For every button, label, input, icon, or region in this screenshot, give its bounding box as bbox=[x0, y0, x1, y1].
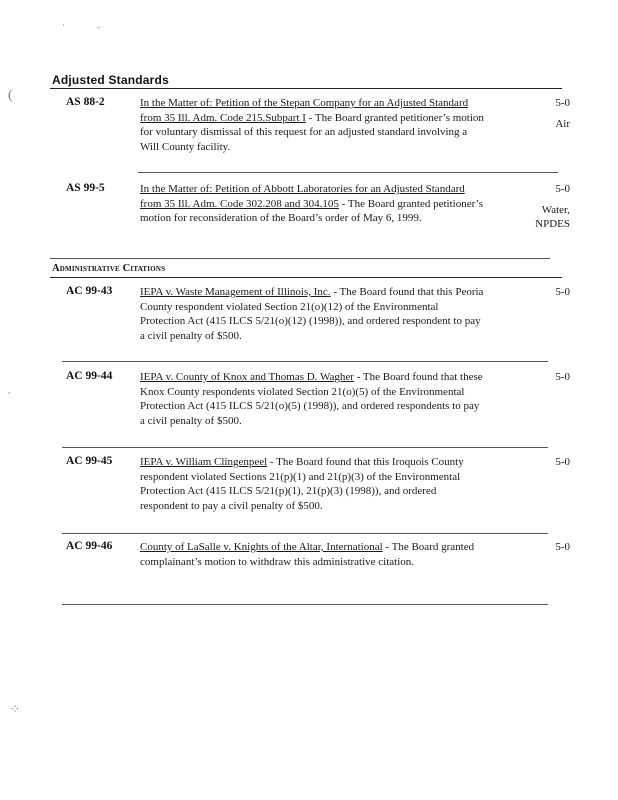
vote-column bbox=[490, 370, 570, 385]
section-rule bbox=[50, 88, 562, 89]
vote-column bbox=[490, 182, 570, 232]
case-description bbox=[140, 540, 485, 569]
entry-divider bbox=[138, 172, 558, 173]
case-description bbox=[140, 285, 485, 343]
vote-count: 5-0 bbox=[555, 541, 570, 553]
case-number: AC 99-46 bbox=[66, 540, 113, 552]
case-number: AC 99-44 bbox=[66, 370, 113, 382]
case-title: IEPA v. County of Knox and Thomas D. Wagher bbox=[140, 371, 354, 383]
scan-mark: , bbox=[8, 385, 11, 395]
case-title: In the Matter of: Petition of the Stepan Company for an Adjusted Standard from 35 Ill. Adm. Code 215.Subpart I bbox=[140, 97, 469, 124]
vote-column bbox=[490, 540, 570, 555]
case-number: AS 88-2 bbox=[66, 96, 105, 108]
vote-column bbox=[490, 96, 570, 131]
case-description bbox=[140, 370, 485, 428]
case-title: County of LaSalle v. Knights of the Altar, International bbox=[140, 541, 383, 553]
entry-divider bbox=[62, 533, 548, 534]
case-title: IEPA v. William Clingenpeel bbox=[140, 456, 268, 468]
case-title: In the Matter of: Petition of Abbott Laboratories for an Adjusted Standard from 35 Ill. Adm. Code 302.208 and 304.105 bbox=[140, 183, 465, 210]
case-description bbox=[140, 96, 485, 154]
section-rule bbox=[50, 277, 562, 278]
case-summary: - The Board found that this Peoria County respondent violated Section 21(o)(12) of the Environmental Protection Act (415 ILCS 5/21(o)(12) (1998)), and ordered respondent to pay a civil penalty of $500. bbox=[140, 286, 484, 342]
vote-column bbox=[490, 455, 570, 470]
scan-mark: - bbox=[97, 22, 100, 32]
case-number: AS 99-5 bbox=[66, 182, 105, 194]
case-number: AC 99-43 bbox=[66, 285, 113, 297]
vote-count: 5-0 bbox=[555, 456, 570, 468]
section-top-rule bbox=[50, 258, 550, 259]
case-description bbox=[140, 455, 485, 513]
vote-count: 5-0 bbox=[555, 371, 570, 383]
case-summary: - The Board granted petitioner’s motion for voluntary dismissal of this request for an adjusted standard involving a Will County facility. bbox=[140, 111, 484, 153]
vote-count: 5-0 bbox=[555, 183, 570, 195]
entry-divider bbox=[62, 604, 548, 605]
case-summary: - The Board granted petitioner’s motion for reconsideration of the Board’s order of May 6, 1999. bbox=[140, 197, 483, 224]
case-summary: - The Board found that this Iroquois County respondent violated Sections 21(p)(1) and 21(p)(3) of the Environmental Protection Act (415 ILCS 5/21(p)(1), 21(p)(3) (1998)), and ordered respondent to pay a civil penalty of $500. bbox=[140, 456, 464, 512]
case-summary: - The Board found that these Knox County respondents violated Section 21(o)(5) of the Environmental Protection Act (415 ILCS 5/21(o)(5) (1998)), and ordered respondents to pay a civil penalty of $500. bbox=[140, 371, 483, 427]
section-heading: Administrative Citations bbox=[52, 263, 166, 274]
media-type: Water, NPDES bbox=[535, 203, 570, 230]
case-description bbox=[140, 182, 485, 226]
vote-column bbox=[490, 285, 570, 300]
case-summary: - The Board granted complainant’s motion to withdraw this administrative citation. bbox=[140, 541, 475, 568]
case-title: IEPA v. Waste Management of Illinois, Inc. bbox=[140, 286, 331, 298]
media-type: Air bbox=[555, 117, 570, 130]
vote-count: 5-0 bbox=[555, 286, 570, 298]
entry-divider bbox=[62, 447, 548, 448]
scan-mark: ⁘ bbox=[10, 702, 21, 716]
vote-count: 5-0 bbox=[555, 97, 570, 109]
scan-mark: · bbox=[62, 20, 65, 30]
scan-mark: ( bbox=[8, 88, 13, 103]
section-heading: Adjusted Standards bbox=[52, 73, 169, 87]
case-number: AC 99-45 bbox=[66, 455, 113, 467]
entry-divider bbox=[62, 361, 548, 362]
